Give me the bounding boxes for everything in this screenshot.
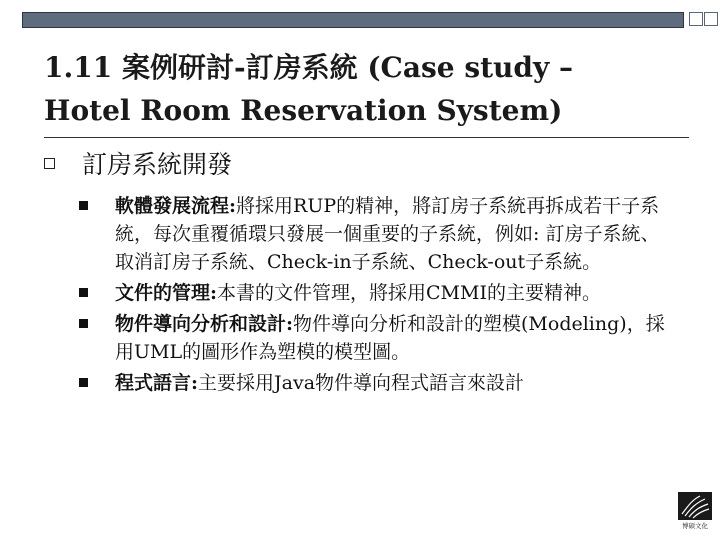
hollow-square-bullet-icon: [44, 158, 55, 169]
list-item-body: 主要採用Java物件導向程式語言來設計: [198, 372, 525, 394]
logo-text: 博碩文化: [682, 522, 708, 530]
list-item: [77, 279, 677, 307]
list-item-body: 物件導向分析和設計的塑模(Modeling)，採用UML的圖形作為塑模的模型圖。: [115, 313, 665, 363]
square-bullet-icon: [79, 201, 88, 210]
header-square-2: [704, 12, 718, 26]
publisher-logo-icon: [678, 492, 712, 530]
list-item-heading: 物件導向分析和設計:: [115, 313, 294, 335]
slide-title: [44, 46, 704, 132]
square-bullet-icon: [79, 378, 88, 387]
list-item-heading: 程式語言:: [115, 372, 199, 394]
title-line-2: Hotel Room Reservation System): [44, 94, 563, 127]
title-line-1: 1.11 案例研討-訂房系統 (Case study –: [44, 51, 573, 84]
sub-bullet-list: [77, 192, 677, 400]
list-item: [77, 310, 677, 366]
list-item: [77, 369, 677, 397]
list-item-heading: 軟體發展流程:: [115, 195, 237, 217]
square-bullet-icon: [79, 288, 88, 297]
list-item-body: 本書的文件管理，將採用CMMI的主要精神。: [217, 282, 601, 304]
list-item: [77, 192, 677, 276]
square-bullet-icon: [79, 319, 88, 328]
header-square-1: [689, 12, 703, 26]
list-item-body: 將採用RUP的精神，將訂房子系統再拆成若干子系統，每次重覆循環只發展一個重要的子系統，例如: 訂房子系統、取消訂房子系統、Check-in子系統、Check-out子系統。: [115, 195, 660, 273]
level1-text: 訂房系統開發: [82, 150, 233, 179]
title-divider: [44, 137, 689, 138]
header-bar: [22, 12, 684, 28]
list-item-heading: 文件的管理:: [115, 282, 218, 304]
